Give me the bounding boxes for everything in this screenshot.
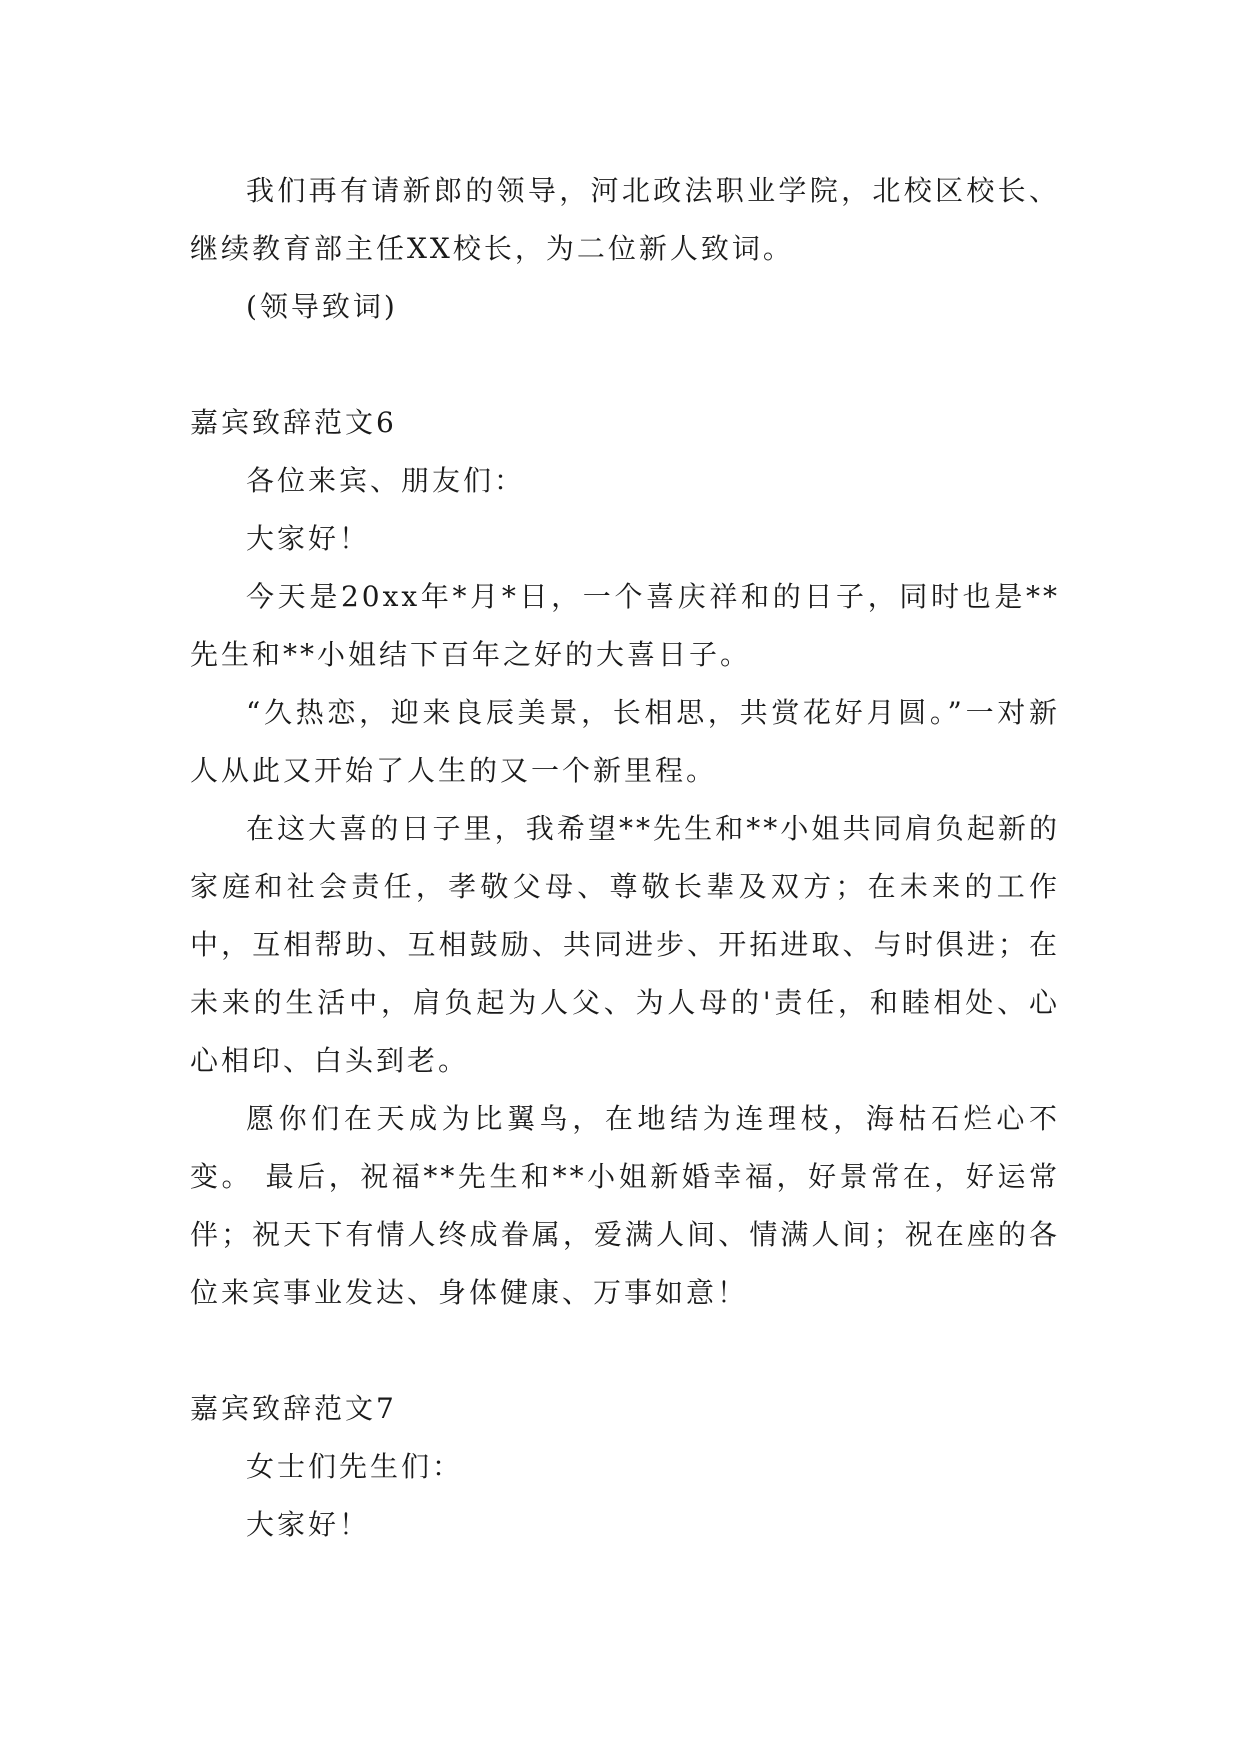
paragraph: 大家好！ <box>246 1508 371 1541</box>
paragraph: 各位来宾、朋友们： <box>246 464 526 497</box>
paragraph: 愿你们在天成为比翼鸟，在地结为连理枝，海枯石烂心不变。 最后，祝福**先生和**小姐新婚幸福，好景常在，好运常伴；祝天下有情人终成眷属，爱满人间、情满人间；祝在座的各位来宾事业发达、身体健康、万事如意！ <box>190 1102 1060 1309</box>
paragraph: 女士们先生们： <box>246 1450 464 1483</box>
paragraph: 今天是20xx年*月*日，一个喜庆祥和的日子，同时也是**先生和**小姐结下百年之好的大喜日子。 <box>190 580 1060 671</box>
paragraph: 大家好！ <box>246 522 371 555</box>
paragraph: 我们再有请新郎的领导，河北政法职业学院，北校区校长、继续教育部主任XX校长，为二位新人致词。 <box>190 174 1060 265</box>
paragraph: (领导致词) <box>246 290 398 323</box>
document-body <box>190 162 1060 1554</box>
spacer <box>190 1322 1060 1380</box>
section-heading: 嘉宾致辞范文7 <box>190 1392 397 1425</box>
paragraph: 在这大喜的日子里，我希望**先生和**小姐共同肩负起新的家庭和社会责任，孝敬父母、尊敬长辈及双方；在未来的工作中，互相帮助、互相鼓励、共同进步、开拓进取、与时俱进；在未来的生活中，肩负起为人父、为人母的'责任，和睦相处、心心相印、白头到老。 <box>190 812 1060 1077</box>
spacer <box>190 336 1060 394</box>
section-heading: 嘉宾致辞范文6 <box>190 406 397 439</box>
paragraph: “久热恋，迎来良辰美景，长相思，共赏花好月圆。”一对新人从此又开始了人生的又一个新里程。 <box>190 696 1060 787</box>
